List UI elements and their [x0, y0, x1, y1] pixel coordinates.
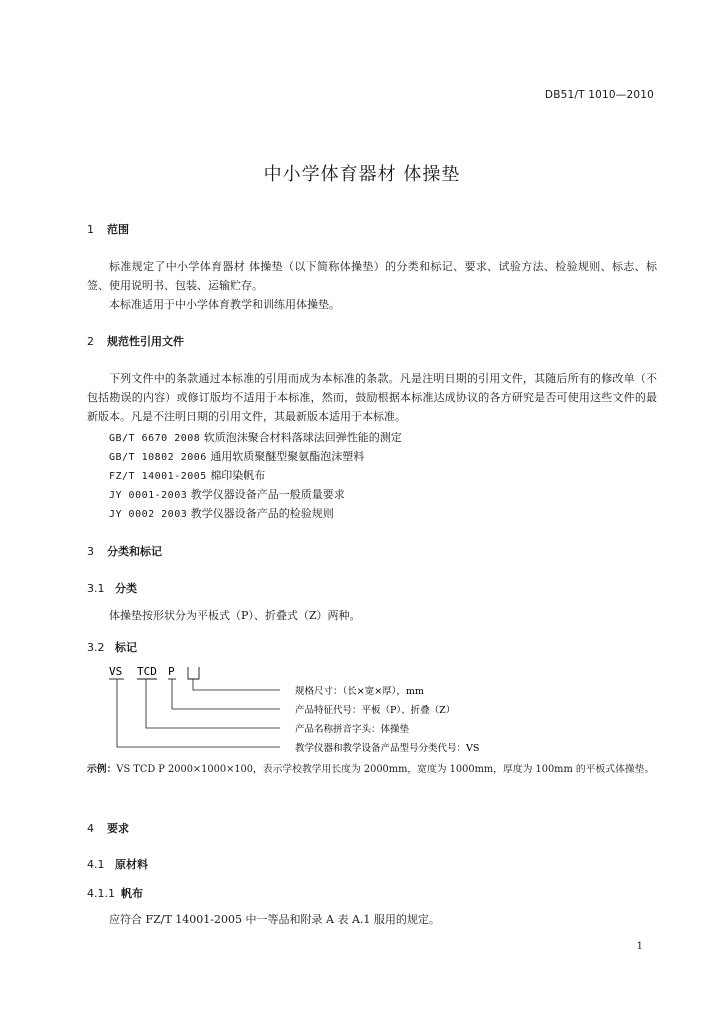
section-4-1-heading — [87, 856, 148, 872]
section-2-paragraph-1: 下列文件中的条款通过本标准的引用而成为本标准的条款。凡是注明日期的引用文件，其随后所有的修改单（不包括勘误的内容）或修订版均不适用于本标准，然而，鼓励根据本标准达成协议的各方研究是否可使用这些文件的最新版本。凡是不注明日期的引用文件，其最新版本适用于本标准。 — [87, 372, 657, 423]
section-1-paragraph-2: 本标准适用于中小学体育教学和训练用体操垫。 — [109, 298, 340, 311]
leader-line-feature — [172, 679, 280, 709]
section-number: 4.1 — [87, 858, 105, 871]
page-number: 1 — [636, 941, 643, 952]
standard-code: DB51/T 1010—2010 — [544, 89, 654, 101]
reference-code: GB/T 10802 2006 — [109, 452, 207, 463]
section-number: 3 — [87, 545, 94, 558]
reference-title: 教学仪器设备产品一般质量要求 — [190, 488, 345, 501]
reference-code: JY 0001-2003 — [109, 490, 188, 501]
section-number: 3.2 — [87, 641, 105, 654]
marking-example — [87, 760, 659, 780]
section-number: 3.1 — [87, 582, 105, 595]
section-1-paragraph-1: 标准规定了中小学体育器材 体操垫（以下简称体操垫）的分类和标记、要求、试验方法、检验规则、标志、标签、使用说明书、包装、运输贮存。 — [87, 260, 657, 292]
reference-code: GB/T 6670 2008 — [109, 433, 201, 444]
marking-label-name: 产品名称拼音字头：体操垫 — [295, 724, 410, 735]
size-placeholder-box — [188, 667, 199, 679]
reference-title: 教学仪器设备产品的检验规则 — [190, 507, 334, 520]
example-text: VS TCD P 2000×1000×100，表示学校教学用长度为 2000mm，宽度为 1000mm，厚度为 100mm 的平板式体操垫。 — [116, 764, 655, 775]
marking-label-size: 规格尺寸：（长×宽×厚），mm — [295, 686, 424, 697]
marking-label-feature: 产品特征代号：平板（P）、折叠（Z） — [295, 705, 456, 716]
document-title: 中小学体育器材 体操垫 — [263, 164, 461, 185]
section-title: 标记 — [115, 641, 137, 654]
example-label: 示例： — [87, 764, 117, 775]
code-vs: VS — [109, 665, 123, 678]
section-number: 2 — [87, 335, 94, 348]
reference-title: 软质泡沫聚合材料落球法回弹性能的测定 — [203, 431, 402, 444]
leader-line-class — [117, 679, 280, 747]
section-number: 4.1.1 — [87, 887, 115, 900]
section-4-1-1-heading — [87, 885, 143, 901]
section-title: 帆布 — [121, 887, 143, 900]
reference-code: FZ/T 14001-2005 — [109, 471, 207, 482]
reference-code: JY 0002 2003 — [109, 509, 188, 520]
section-title: 分类和标记 — [107, 545, 162, 558]
section-number: 1 — [87, 223, 94, 236]
code-p: P — [168, 665, 175, 678]
leader-line-size — [193, 679, 280, 690]
section-title: 原材料 — [115, 858, 148, 871]
leader-line-name — [146, 679, 280, 728]
marking-label-class: 教学仪器和教学设备产品型号分类代号：VS — [295, 743, 480, 754]
section-title: 规范性引用文件 — [107, 335, 184, 348]
code-tcd: TCD — [137, 665, 157, 678]
section-4-1-1-paragraph: 应符合 FZ/T 14001-2005 中一等品和附录 A 表 A.1 服用的规定。 — [109, 913, 440, 926]
section-title: 要求 — [107, 822, 129, 835]
section-3-1-paragraph: 体操垫按形状分为平板式（P）、折叠式（Z）两种。 — [109, 609, 361, 622]
section-title: 分类 — [115, 582, 137, 595]
reference-title: 通用软质聚醚型聚氨酯泡沫塑料 — [210, 450, 365, 463]
section-number: 4 — [87, 822, 94, 835]
reference-title: 棉印染帆布 — [210, 469, 266, 482]
section-title: 范围 — [107, 223, 129, 236]
section-4-heading — [87, 820, 129, 836]
